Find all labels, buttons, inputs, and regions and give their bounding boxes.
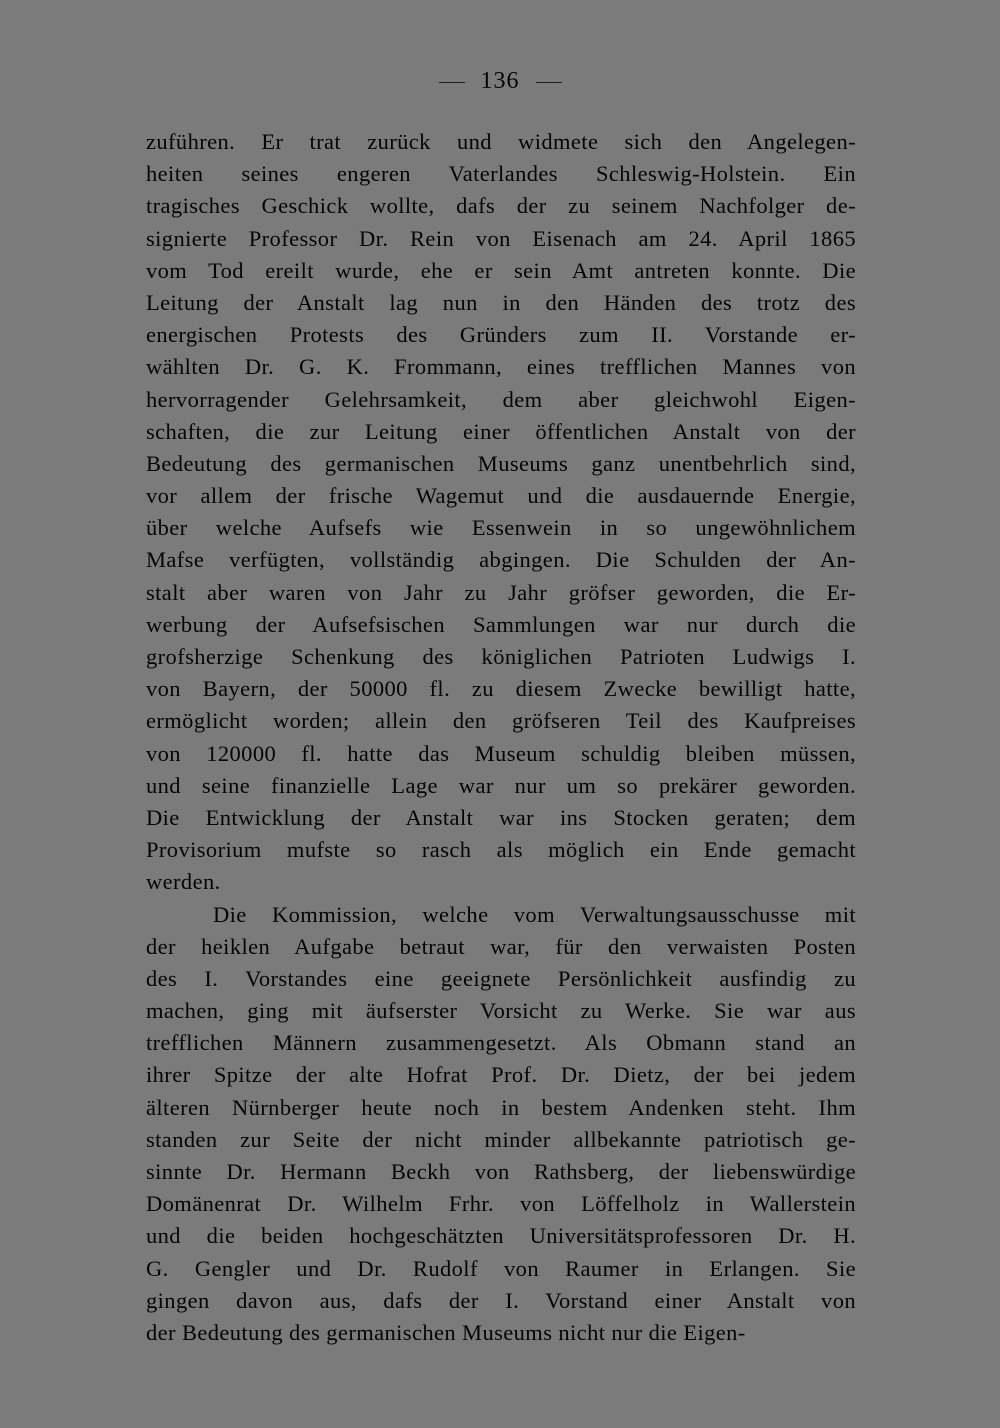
text-line: Leitung der Anstalt lag nun in den Händen des trotz des [146,289,856,315]
text-line: wählten Dr. G. K. Frommann, eines trefflichen Mannes von [146,354,856,380]
text-line: Bedeutung des germanischen Museums ganz unentbehrlich sind, [146,450,856,476]
text-line: und die beiden hochgeschätzten Universitätsprofessoren Dr. H. [146,1223,856,1249]
text-line: und seine finanzielle Lage war nur um so prekärer geworden. [146,772,856,798]
text-line: vor allem der frische Wagemut und die ausdauernde Energie, [146,483,856,509]
page-number-dash-left [439,82,465,83]
text-line: älteren Nürnberger heute noch in bestem Andenken steht. Ihm [146,1094,856,1120]
text-line: trefflichen Männern zusammengesetzt. Als Obmann stand an [146,1030,856,1056]
text-line: stalt aber waren von Jahr zu Jahr gröfser geworden, die Er- [146,579,856,605]
text-line: grofsherzige Schenkung des königlichen Patrioten Ludwigs I. [146,644,856,669]
text-line: heiten seines engeren Vaterlandes Schleswig-Holstein. Ein [146,161,856,187]
text-line: vom Tod ereilt wurde, ehe er sein Amt antreten konnte. Die [146,257,856,283]
text-line: werden. [146,869,221,895]
text-line: energischen Protests des Gründers zum II. Vorstande er- [146,322,856,348]
text-line: signierte Professor Dr. Rein von Eisenach am 24. April 1865 [146,225,856,251]
text-line: von 120000 fl. hatte das Museum schuldig bleiben müssen, [146,740,856,766]
text-line: G. Gengler und Dr. Rudolf von Raumer in Erlangen. Sie [146,1255,856,1281]
text-line: Die Entwicklung der Anstalt war ins Stocken geraten; dem [146,804,856,830]
text-line: zuführen. Er trat zurück und widmete sich den Angelegen- [146,129,856,154]
text-line: ihrer Spitze der alte Hofrat Prof. Dr. Dietz, der bei jedem [146,1062,856,1088]
text-line: ermöglicht worden; allein den gröfseren Teil des Kaufpreises [146,708,856,734]
page-number [0,68,1000,95]
text-line: gingen davon aus, dafs der I. Vorstand einer Anstalt von [146,1287,856,1313]
text-line: machen, ging mit äufserster Vorsicht zu Werke. Sie war aus [146,998,856,1024]
text-line: Die Kommission, welche vom Verwaltungsausschusse mit [213,901,856,927]
text-line: schaften, die zur Leitung einer öffentlichen Anstalt von der [146,418,856,444]
page-number-dash-right [536,82,562,83]
text-line: Domänenrat Dr. Wilhelm Frhr. von Löffelholz in Wallerstein [146,1191,856,1217]
paragraph [146,899,856,1350]
text-line: hervorragender Gelehrsamkeit, dem aber gleichwohl Eigen- [146,386,856,412]
body-text [146,126,856,1349]
text-line: der Bedeutung des germanischen Museums nicht nur die Eigen- [146,1319,746,1345]
paragraph [146,126,856,899]
text-line: Provisorium mufste so rasch als möglich ein Ende gemacht [146,837,856,863]
text-line: der heiklen Aufgabe betraut war, für den verwaisten Posten [146,933,856,959]
text-line: über welche Aufsefs wie Essenwein in so ungewöhnlichem [146,515,856,541]
text-line: des I. Vorstandes eine geeignete Persönlichkeit ausfindig zu [146,965,856,991]
text-line: von Bayern, der 50000 fl. zu diesem Zwecke bewilligt hatte, [146,676,856,702]
text-line: standen zur Seite der nicht minder allbekannte patriotisch ge- [146,1126,856,1152]
text-line: sinnte Dr. Hermann Beckh von Rathsberg, der liebenswürdige [146,1159,856,1184]
text-line: Mafse verfügten, vollständig abgingen. Die Schulden der An- [146,547,856,573]
page-number-value: 136 [480,68,520,94]
text-line: werbung der Aufsefsischen Sammlungen war nur durch die [146,611,856,637]
text-line: tragisches Geschick wollte, dafs der zu seinem Nachfolger de- [146,193,856,219]
